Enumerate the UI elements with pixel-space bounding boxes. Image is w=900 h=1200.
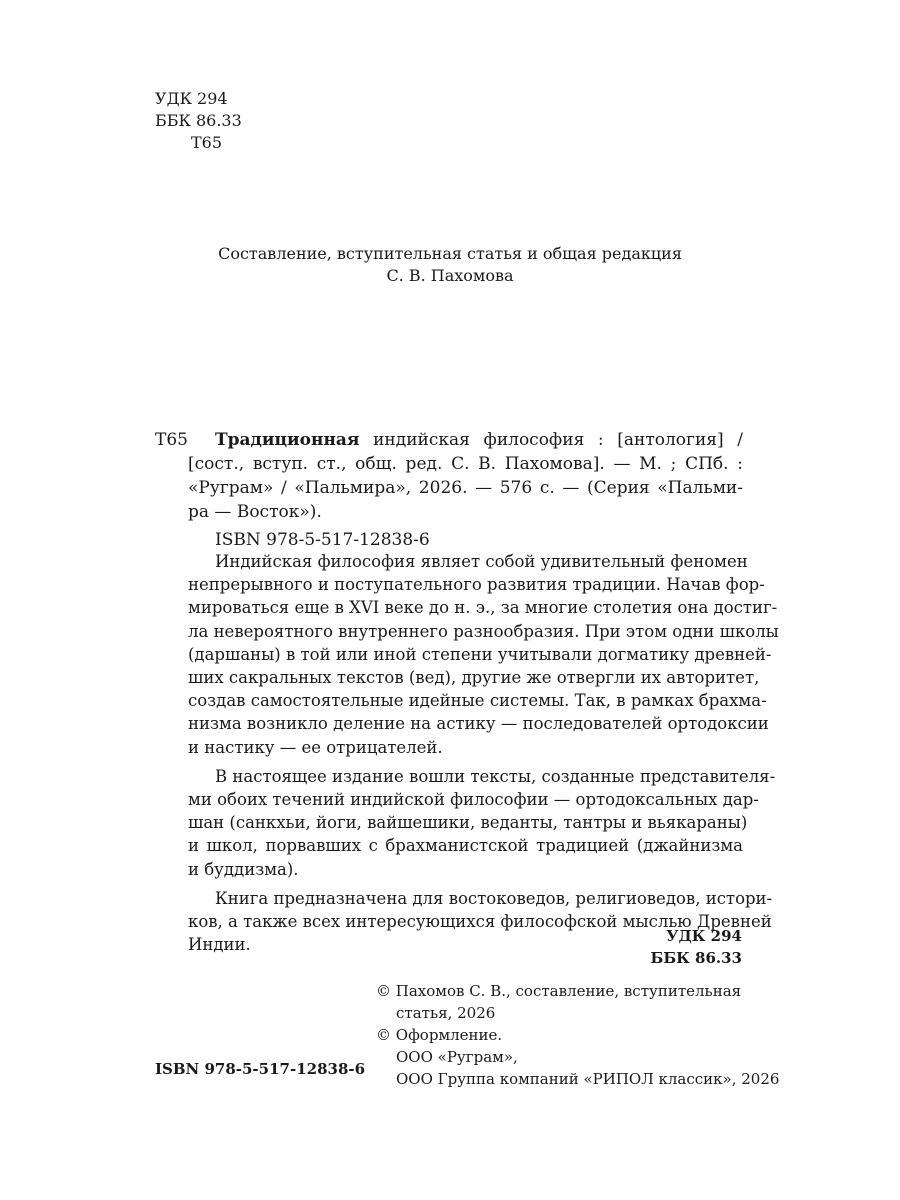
copyright-line: © Пахомов С. В., составление, вступительная (376, 982, 742, 1000)
annotation-paragraph-1 (188, 550, 779, 759)
annotation-line: Книга предназначена для востоковедов, религиоведов, истори- (215, 888, 773, 908)
classification-block (155, 88, 242, 154)
bbk-code-bottom: ББК 86.33 (650, 949, 742, 967)
copyright-line: © Оформление. (376, 1026, 503, 1044)
annotation-line: В настоящее издание вошли тексты, созданные представителя- (215, 766, 776, 786)
copyright-line: статья, 2026 (396, 1004, 496, 1022)
isbn-main: ISBN 978-5-517-12838-6 (215, 530, 430, 550)
udk-code-bottom: УДК 294 (666, 927, 742, 945)
annotation-line: мироваться еще в XVI веке до н. э., за многие столетия она достиг- (188, 598, 778, 618)
annotation-line: непрерывного и поступательного развития традиции. Начав фор- (188, 575, 765, 595)
annotation-line: и настику — ее отрицателей. (188, 737, 443, 757)
bib-title-bold: Традиционная (215, 430, 360, 450)
bbk-code: ББК 86.33 (155, 111, 242, 130)
bib-line-1 (215, 428, 743, 452)
bib-line-2: [сост., вступ. ст., общ. ред. С. В. Пахомова]. — М. ; СПб. : (188, 454, 743, 474)
bib-line-4: ра — Восток»). (188, 502, 322, 522)
annotation-line: ков, а также всех интересующихся философской мыслью Древней (188, 912, 772, 932)
annotation-line: ла невероятного внутреннего разнообразия. При этом одни школы (188, 621, 779, 641)
classification-codes-bottom (651, 925, 742, 969)
copyright-line: ООО Группа компаний «РИПОЛ классик», 2026 (396, 1070, 780, 1088)
credit-role: Составление, вступительная статья и общая редакция (218, 244, 682, 263)
annotation-line: и буддизма). (188, 859, 299, 879)
bib-line-3: «Руграм» / «Пальмира», 2026. — 576 с. — (Серия «Пальми- (188, 478, 743, 498)
annotation-line: Индии. (188, 935, 251, 955)
credit-name: С. В. Пахомова (386, 266, 514, 285)
udk-code: УДК 294 (155, 89, 228, 108)
annotation (188, 550, 779, 962)
annotation-line: ми обоих течений индийской философии — ортодоксальных дар- (188, 790, 759, 810)
annotation-line: низма возникло деление на астику — последователей ортодоксии (188, 714, 769, 734)
author-mark: Т65 (191, 133, 223, 152)
copyright-line: ООО «Руграм», (396, 1048, 518, 1066)
copyright-block (376, 980, 780, 1090)
annotation-paragraph-2 (188, 765, 776, 881)
bib-title-rest: индийская философия : [антология] / (359, 430, 743, 450)
bibliographic-record (188, 428, 743, 524)
annotation-line: и школ, порвавших с брахманистской традицией (джайнизма (188, 836, 743, 856)
isbn-bottom: ISBN 978-5-517-12838-6 (155, 1060, 366, 1078)
compiler-credit (150, 243, 750, 287)
annotation-line: шан (санкхьи, йоги, вайшешики, веданты, тантры и вьякараны) (188, 813, 748, 833)
annotation-line: ших сакральных текстов (вед), другие же отвергли их авторитет, (188, 668, 760, 688)
annotation-line: создав самостоятельные идейные системы. Так, в рамках брахма- (188, 691, 767, 711)
annotation-line: (даршаны) в той или иной степени учитывали догматику древней- (188, 644, 772, 664)
bib-author-mark: Т65 (155, 430, 188, 450)
annotation-line: Индийская философия являет собой удивительный феномен (215, 552, 748, 571)
